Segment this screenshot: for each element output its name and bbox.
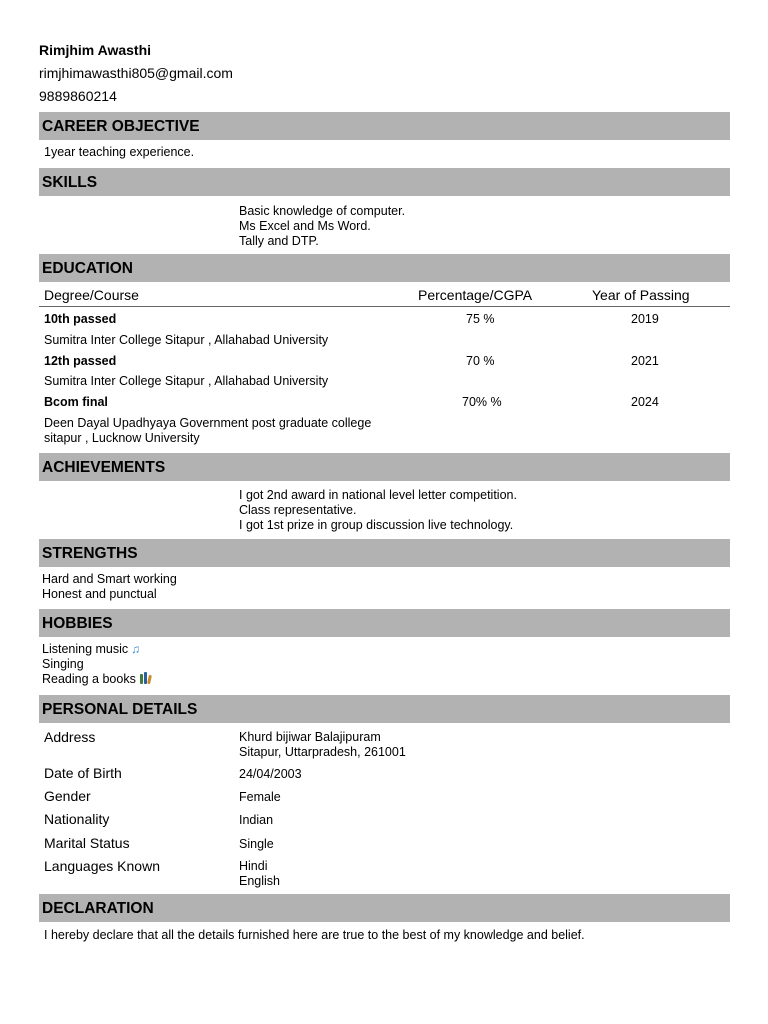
- achievements-header: [39, 453, 730, 481]
- strengths-list: [42, 572, 177, 602]
- education-year: 2021: [631, 354, 659, 368]
- section-title: STRENGTHS: [42, 545, 138, 562]
- institute-line: sitapur , Lucknow University: [44, 431, 200, 445]
- education-col-year: Year of Passing: [592, 287, 690, 303]
- detail-value-nationality: Indian: [239, 813, 274, 827]
- strength-item: Hard and Smart working: [42, 572, 177, 586]
- detail-label-nationality: Nationality: [44, 811, 110, 827]
- hobby-label: Listening music: [42, 642, 129, 656]
- personal-details-header: [39, 695, 730, 723]
- email-address: rimjhimawasthi805@gmail.com: [39, 65, 233, 81]
- section-title: DECLARATION: [42, 900, 154, 917]
- detail-label-marital-status: Marital Status: [44, 835, 130, 851]
- achievement-item: I got 1st prize in group discussion live technology.: [239, 518, 514, 532]
- detail-value-gender: Female: [239, 790, 281, 804]
- section-title: ACHIEVEMENTS: [42, 459, 166, 476]
- achievement-item: Class representative.: [239, 503, 357, 517]
- candidate-name: Rimjhim Awasthi: [39, 42, 152, 58]
- language-item: Hindi: [239, 859, 268, 873]
- detail-value-dob: 24/04/2003: [239, 767, 302, 781]
- section-title: HOBBIES: [42, 615, 113, 632]
- education-header: [39, 254, 730, 282]
- hobby-item: [42, 672, 154, 687]
- detail-value-address: [239, 730, 406, 760]
- strengths-header: [39, 539, 730, 567]
- education-institute: Sumitra Inter College Sitapur , Allahabad University: [44, 374, 329, 388]
- declaration-text: I hereby declare that all the details furnished here are true to the best of my knowledge and belief.: [44, 928, 585, 942]
- strength-item: Honest and punctual: [42, 587, 157, 601]
- skills-list: [239, 204, 405, 249]
- address-line: Sitapur, Uttarpradesh, 261001: [239, 745, 406, 759]
- institute-line: Deen Dayal Upadhyaya Government post graduate college: [44, 416, 372, 430]
- section-title: EDUCATION: [42, 260, 133, 277]
- education-degree: 12th passed: [44, 354, 117, 368]
- career-objective-header: [39, 112, 730, 140]
- hobby-item: [42, 642, 154, 657]
- detail-value-languages: [239, 859, 280, 889]
- education-year: 2019: [631, 312, 659, 326]
- skill-item: Tally and DTP.: [239, 234, 319, 248]
- musical-notes-icon: ♫: [131, 642, 141, 656]
- education-institute: Sumitra Inter College Sitapur , Allahabad University: [44, 333, 329, 347]
- career-objective-text: 1year teaching experience.: [44, 145, 195, 159]
- language-item: English: [239, 874, 280, 888]
- section-title: PERSONAL DETAILS: [42, 701, 198, 718]
- hobby-item: Singing: [42, 657, 84, 671]
- books-icon: [140, 672, 154, 684]
- education-percentage: 70% %: [462, 395, 502, 409]
- skill-item: Basic knowledge of computer.: [239, 204, 406, 218]
- detail-label-languages: Languages Known: [44, 858, 160, 874]
- education-col-degree: Degree/Course: [44, 287, 139, 303]
- section-title: SKILLS: [42, 174, 98, 191]
- education-institute: [44, 416, 371, 446]
- phone-number: 9889860214: [39, 88, 117, 104]
- hobbies-list: [42, 642, 154, 687]
- achievement-item: I got 2nd award in national level letter competition.: [239, 488, 517, 502]
- detail-label-address: Address: [44, 729, 96, 745]
- achievements-list: [239, 488, 517, 533]
- education-degree: 10th passed: [44, 312, 117, 326]
- education-degree: Bcom final: [44, 395, 108, 409]
- detail-label-dob: Date of Birth: [44, 765, 122, 781]
- declaration-header: [39, 894, 730, 922]
- skill-item: Ms Excel and Ms Word.: [239, 219, 371, 233]
- address-line: Khurd bijiwar Balajipuram: [239, 730, 381, 744]
- education-col-percentage: Percentage/CGPA: [418, 287, 533, 303]
- education-year: 2024: [631, 395, 659, 409]
- detail-label-gender: Gender: [44, 788, 91, 804]
- detail-value-marital-status: Single: [239, 837, 274, 851]
- skills-header: [39, 168, 730, 196]
- hobbies-header: [39, 609, 730, 637]
- hobby-label: Reading a books: [42, 672, 136, 686]
- education-percentage: 70 %: [466, 354, 495, 368]
- section-title: CAREER OBJECTIVE: [42, 118, 200, 135]
- education-header-rule: [39, 306, 730, 307]
- education-percentage: 75 %: [466, 312, 495, 326]
